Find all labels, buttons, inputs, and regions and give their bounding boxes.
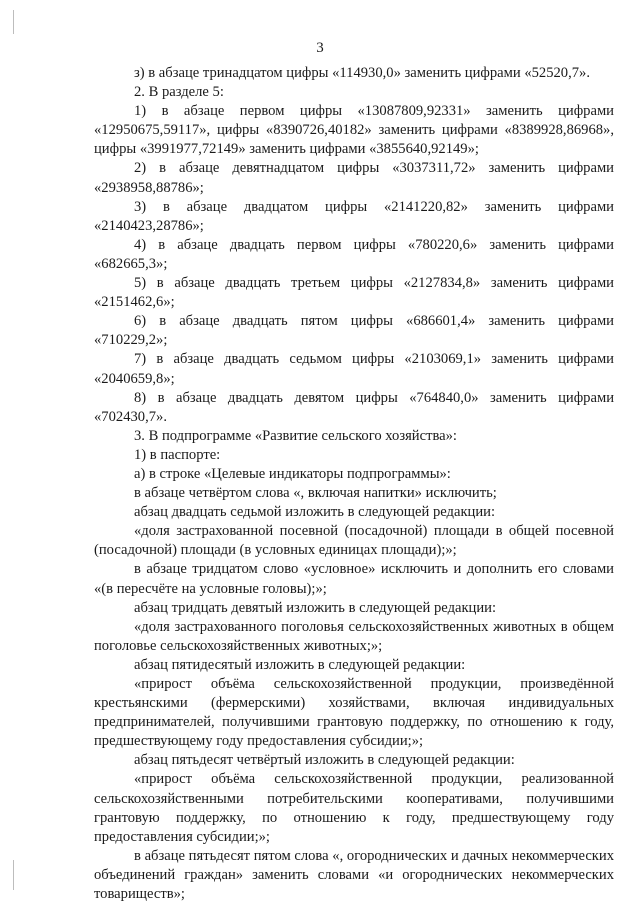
paragraph-17: в абзаце тридцатом слово «условное» исключить и дополнить его словами «(в пересчёте на условные головы);»; bbox=[94, 561, 614, 597]
paragraph-15: абзац двадцать седьмой изложить в следующей редакции: bbox=[134, 504, 496, 521]
paragraph-9: 7) в абзаце двадцать седьмом цифры «2103069,1» заменить цифрами «2040659,8»; bbox=[94, 351, 614, 387]
paragraph-16: «доля застрахованной посевной (посадочной) площади в общей посевной (посадочной) площади (в условных единицах площади);»; bbox=[94, 523, 614, 559]
paragraph-18: абзац тридцать девятый изложить в следующей редакции: bbox=[134, 599, 497, 616]
paragraph-5: 3) в абзаце двадцатом цифры «2141220,82» заменить цифрами «2140423,28786»; bbox=[94, 198, 614, 234]
paragraph-3: 1) в абзаце первом цифры «13087809,92331» заменить цифрами «12950675,59117», цифры «8390726,40182» заменить цифрами «8389928,86968», цифры «3991977,72149» заменить цифрами «3855640,92149»; bbox=[94, 103, 614, 158]
paragraph-24: в абзаце пятьдесят пятом слова «, огороднических и дачных некоммерческих объединений граждан» заменить словами «и огороднических некоммерческих товариществ»; bbox=[94, 847, 614, 903]
paragraph-8: 6) в абзаце двадцать пятом цифры «686601,4» заменить цифрами «710229,2»; bbox=[94, 313, 614, 349]
paragraph-20: абзац пятидесятый изложить в следующей редакции: bbox=[134, 656, 466, 673]
paragraph-11: 3. В подпрограмме «Развитие сельского хозяйства»: bbox=[134, 427, 457, 444]
paragraph-10: 8) в абзаце двадцать девятом цифры «764840,0» заменить цифрами «702430,7». bbox=[94, 389, 614, 425]
page-number: 3 bbox=[316, 40, 324, 56]
paragraph-23: «прирост объёма сельскохозяйственной продукции, реализованной сельскохозяйственными потребительскими кооперативами, получившими грантовую поддержку, по отношению к году, предшествующему году предоставления субсидии;»; bbox=[94, 771, 614, 845]
paragraph-13: а) в строке «Целевые индикаторы подпрограммы»: bbox=[134, 465, 451, 482]
paragraph-21: «прирост объёма сельскохозяйственной продукции, произведённой крестьянскими (фермерскими) хозяйствами, включая индивидуальных предпринимателей, получившими грантовую поддержку, по отношению к году, предшествующему году предоставления субсидии;»; bbox=[94, 676, 614, 750]
paragraph-2: 2. В разделе 5: bbox=[134, 84, 224, 101]
paragraph-4: 2) в абзаце девятнадцатом цифры «3037311,72» заменить цифрами «2938958,88786»; bbox=[94, 160, 614, 196]
paragraph-19: «доля застрахованного поголовья сельскохозяйственных животных в общем поголовье сельскохозяйственных животных;»; bbox=[94, 618, 614, 654]
paragraph-6: 4) в абзаце двадцать первом цифры «780220,6» заменить цифрами «682665,3»; bbox=[94, 236, 614, 272]
document-body bbox=[94, 64, 614, 904]
paragraph-1: з) в абзаце тринадцатом цифры «114930,0» заменить цифрами «52520,7». bbox=[134, 65, 590, 81]
paragraph-22: абзац пятьдесят четвёртый изложить в следующей редакции: bbox=[134, 752, 515, 769]
paragraph-14: в абзаце четвёртом слова «, включая напитки» исключить; bbox=[134, 485, 497, 502]
paragraph-12: 1) в паспорте: bbox=[134, 446, 221, 463]
scan-margin-mark bbox=[6, 0, 20, 905]
paragraph-7: 5) в абзаце двадцать третьем цифры «2127834,8» заменить цифрами «2151462,6»; bbox=[94, 275, 614, 311]
